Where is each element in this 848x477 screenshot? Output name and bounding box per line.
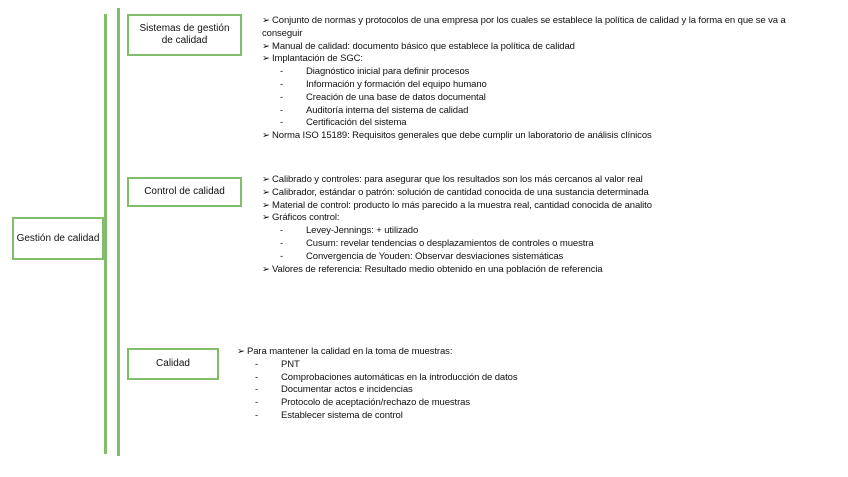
sub-item: - Establecer sistema de control [255, 409, 403, 421]
sub-item: - Cusum: revelar tendencias o desplazamientos de controles o muestra [280, 237, 594, 249]
branch-node-control-calidad [127, 177, 242, 207]
sub-item: - Protocolo de aceptación/rechazo de muestras [255, 397, 470, 409]
sub-item: - Certificación del sistema [280, 117, 407, 129]
dash-bullet-icon: - [280, 250, 284, 262]
arrow-bullet-icon: ➢ [262, 53, 270, 65]
arrow-bullet-icon: ➢ [262, 199, 270, 211]
bullet-item: ➢ Implantación de SGC: [262, 53, 363, 65]
dash-bullet-icon: - [255, 384, 259, 396]
bullet-item: ➢ Gráficos control: [262, 212, 340, 224]
sub-item: - Comprobaciones automáticas en la introducción de datos [255, 371, 518, 383]
dash-bullet-icon: - [280, 237, 284, 249]
branch-node-label: Sistemas de gestión de calidad [139, 23, 230, 46]
branch-text-control-calidad [262, 174, 652, 276]
arrow-bullet-icon: ➢ [262, 15, 270, 26]
bullet-item: ➢ Manual de calidad: documento básico que establece la política de calidad [262, 40, 575, 52]
arrow-bullet-icon: ➢ [262, 263, 270, 275]
bullet-item: ➢ Norma ISO 15189: Requisitos generales que debe cumplir un laboratorio de análisis clínicos [262, 130, 652, 142]
branch-connector-line-1 [117, 8, 120, 456]
dash-bullet-icon: - [280, 104, 284, 116]
sub-item: - PNT [255, 358, 300, 370]
bullet-item: ➢ Calibrado y controles: para asegurar que los resultados son los más cercanos al valor real [262, 174, 643, 185]
arrow-bullet-icon: ➢ [262, 212, 270, 224]
dash-bullet-icon: - [280, 78, 284, 90]
sub-item: - Convergencia de Youden: Observar desviaciones sistemáticas [280, 250, 564, 262]
root-node [12, 217, 104, 260]
bullet-item: ➢ Valores de referencia: Resultado medio obtenido en una población de referencia [262, 263, 603, 275]
branch-node-label: Calidad [156, 358, 190, 369]
branch-node-calidad [127, 348, 219, 380]
bullet-item: ➢ Material de control: producto lo más parecido a la muestra real, cantidad conocida de analito [262, 199, 652, 211]
branch-text-calidad [237, 346, 517, 423]
sub-item: - Creación de una base de datos documental [280, 91, 486, 103]
root-node-label: Gestión de calidad [16, 232, 100, 244]
arrow-bullet-icon: ➢ [262, 174, 270, 185]
sub-item: - Información y formación del equipo humano [280, 78, 487, 90]
dash-bullet-icon: - [280, 225, 284, 237]
dash-bullet-icon: - [280, 117, 284, 129]
sub-item: - Diagnóstico inicial para definir procesos [280, 66, 470, 78]
arrow-bullet-icon: ➢ [237, 346, 245, 357]
sub-item: - Levey-Jennings: + utilizado [280, 225, 419, 237]
bullet-item: ➢ Para mantener la calidad en la toma de muestras: [237, 346, 453, 357]
bullet-item: ➢ Conjunto de normas y protocolos de una empresa por los cuales se establece la política de calidad y la forma en que se va a conseguir [262, 15, 786, 39]
dash-bullet-icon: - [280, 66, 284, 78]
bullet-item: ➢ Calibrador, estándar o patrón: solución de cantidad conocida de una sustancia determinada [262, 186, 649, 198]
root-connector-line [104, 14, 107, 454]
dash-bullet-icon: - [255, 358, 259, 370]
branch-node-sistemas-gestion [127, 14, 242, 56]
dash-bullet-icon: - [255, 397, 259, 409]
sub-item: - Documentar actos e incidencias [255, 384, 413, 396]
arrow-bullet-icon: ➢ [262, 186, 270, 198]
branch-node-label: Control de calidad [144, 186, 225, 197]
sub-item: - Auditoría interna del sistema de calidad [280, 104, 469, 116]
arrow-bullet-icon: ➢ [262, 40, 270, 52]
dash-bullet-icon: - [255, 409, 259, 421]
dash-bullet-icon: - [280, 91, 284, 103]
dash-bullet-icon: - [255, 371, 259, 383]
arrow-bullet-icon: ➢ [262, 130, 270, 142]
branch-text-sistemas-gestion [262, 15, 802, 143]
